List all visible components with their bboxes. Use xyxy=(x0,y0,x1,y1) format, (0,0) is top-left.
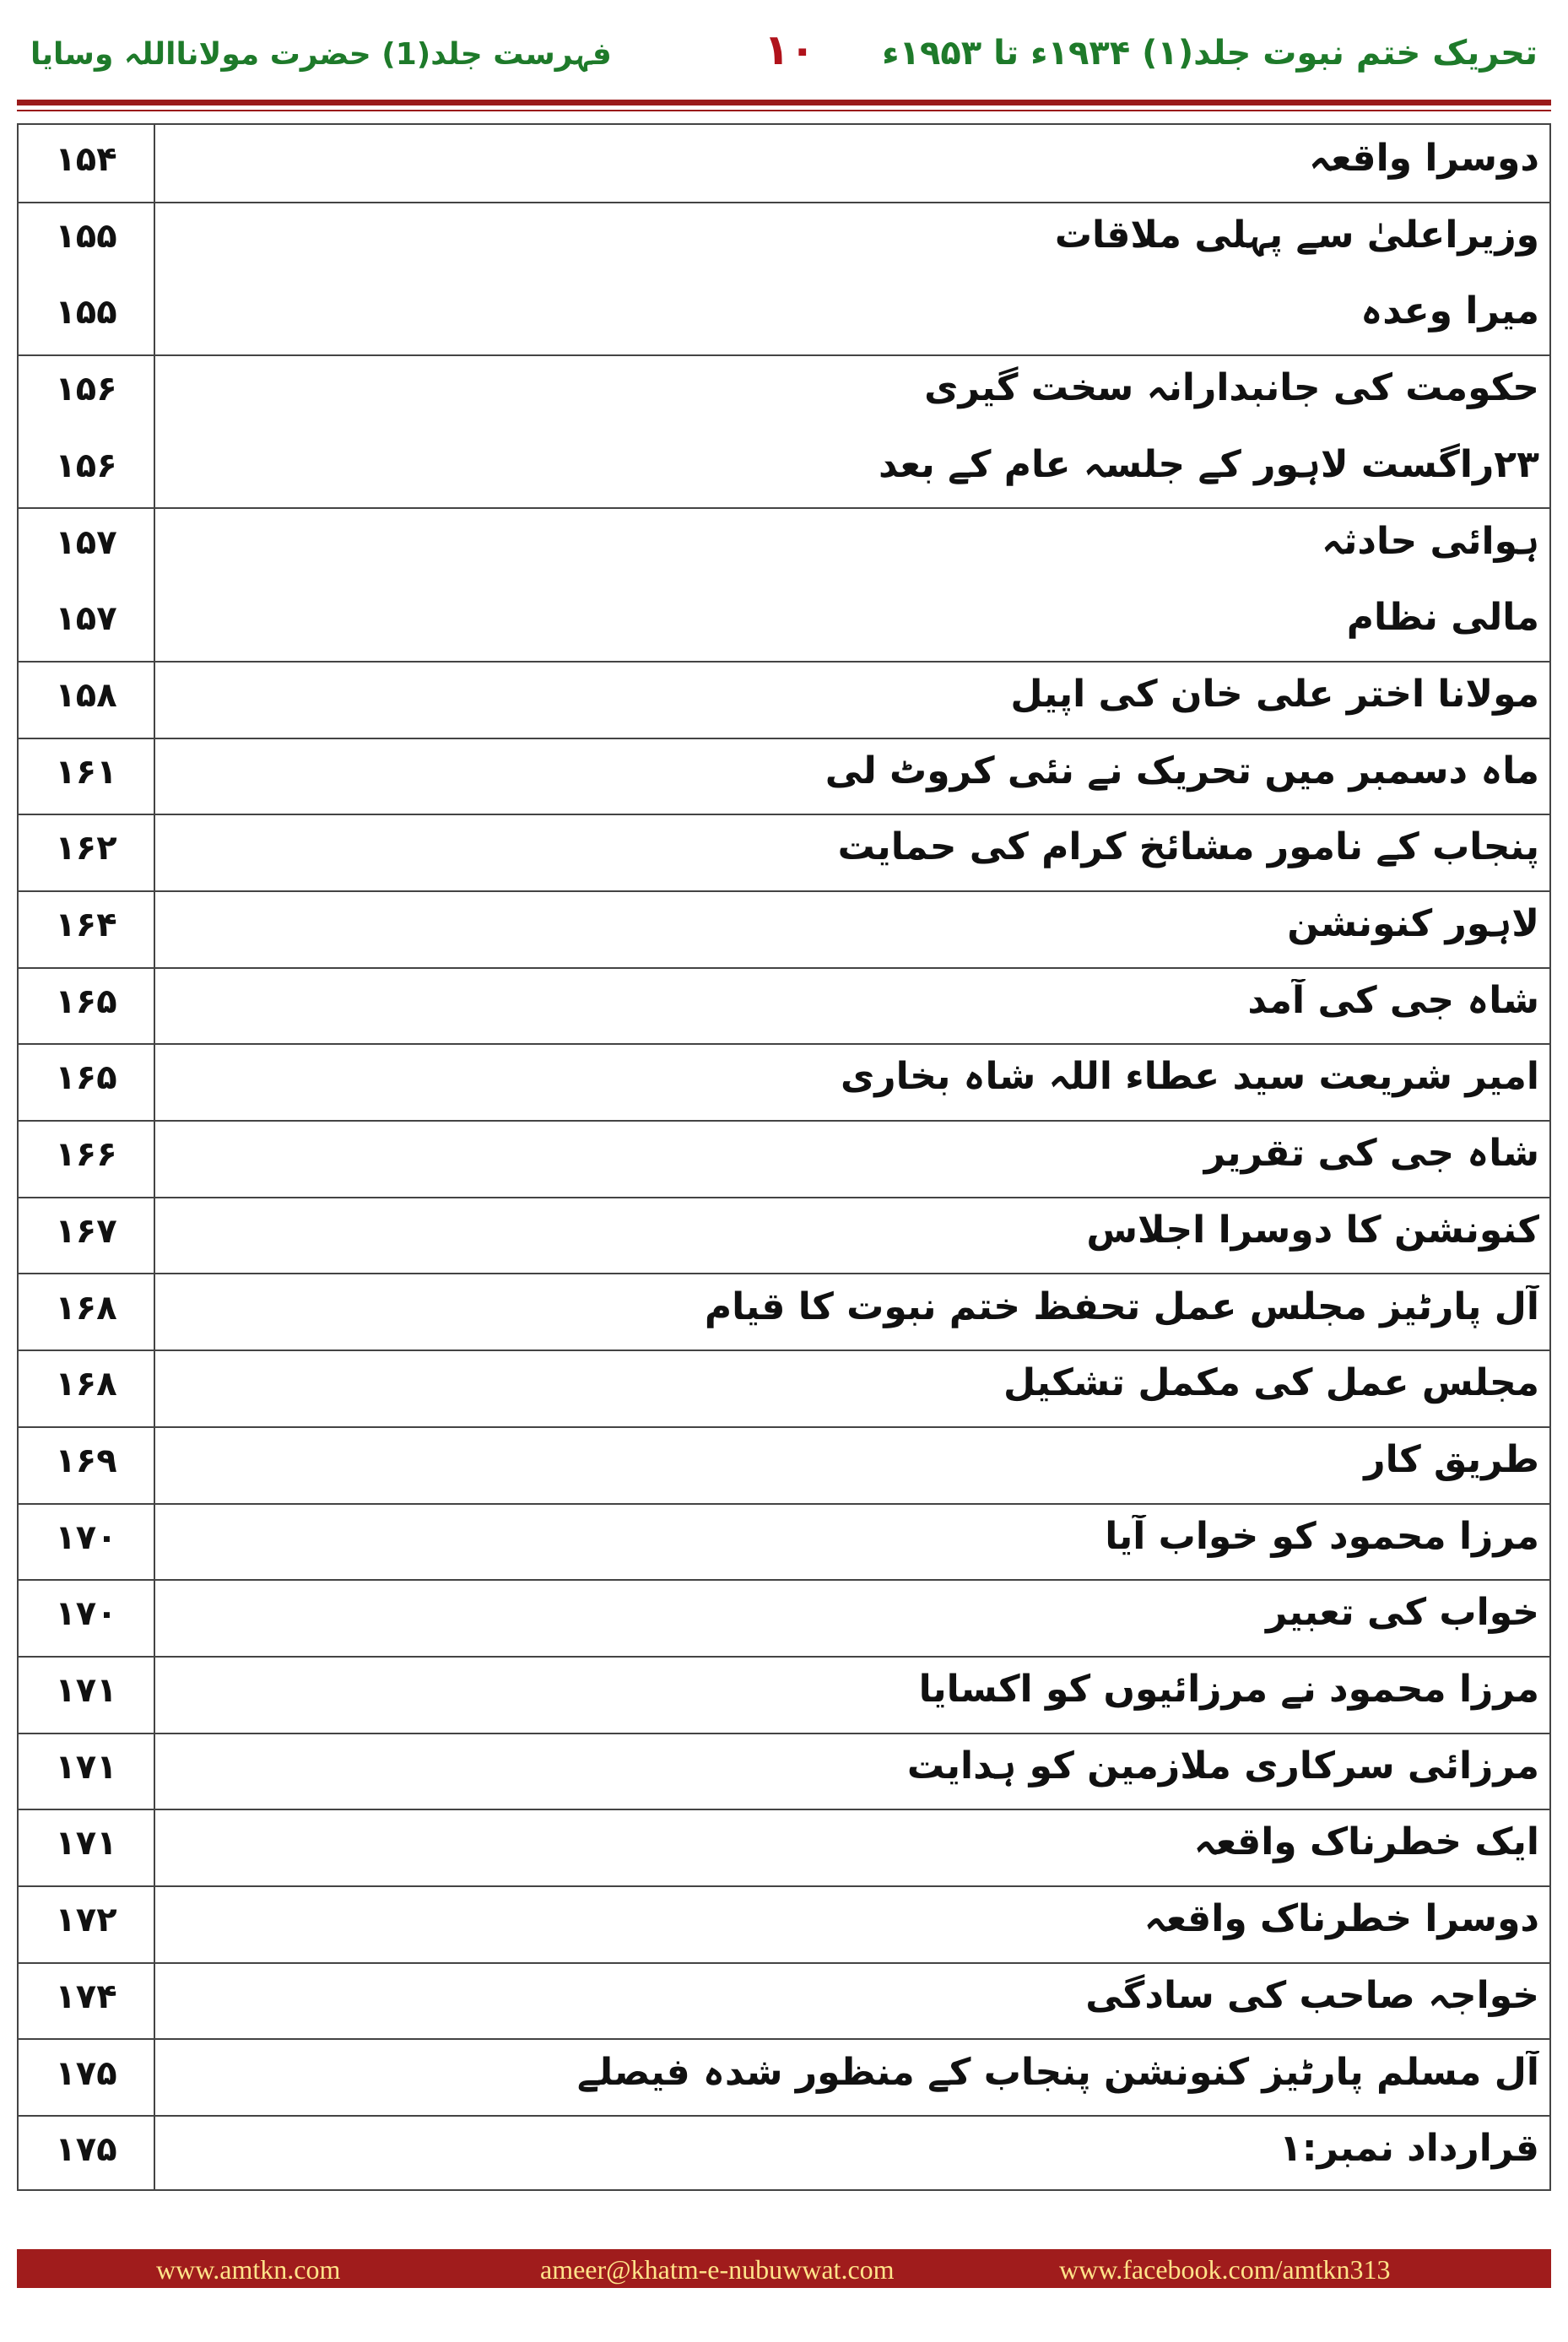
toc-entry-title: آل پارٹیز مجلس عمل تحفظ ختم نبوت کا قیام xyxy=(704,1285,1539,1328)
footer-website-link[interactable]: www.amtkn.com xyxy=(156,2254,341,2285)
toc-page-number: ۱۶۷ xyxy=(55,1211,117,1251)
toc-row xyxy=(19,278,1549,356)
footer-email-link[interactable]: ameer@khatm-e-nubuwwat.com xyxy=(540,2254,895,2285)
toc-row xyxy=(19,584,1549,663)
toc-row xyxy=(19,125,1549,203)
toc-page-number: ۱۶۲ xyxy=(55,829,117,868)
toc-page-number: ۱۵۸ xyxy=(55,675,117,715)
toc-page-number: ۱۶۵ xyxy=(55,1058,117,1098)
toc-entry-title: ماہ دسمبر میں تحریک نے نئی کروٹ لی xyxy=(825,749,1539,792)
page-header xyxy=(0,0,1568,110)
toc-page-number: ۱۷۵ xyxy=(55,2130,117,2170)
toc-entry-title: مرزا محمود نے مرزائیوں کو اکسایا xyxy=(918,1668,1539,1711)
toc-row xyxy=(19,1197,1549,1275)
toc-page-number: ۱۷۰ xyxy=(55,1594,117,1634)
toc-entry-title: شاہ جی کی آمد xyxy=(1247,978,1539,1022)
toc-entry-title: طریق کار xyxy=(1364,1437,1539,1481)
toc-entry-title: ایک خطرناک واقعہ xyxy=(1193,1820,1539,1864)
toc-row xyxy=(19,1120,1549,1198)
toc-row xyxy=(19,814,1549,892)
toc-row xyxy=(19,1809,1549,1887)
toc-row xyxy=(19,1962,1549,2041)
toc-entry-title: دوسرا واقعہ xyxy=(1309,137,1539,180)
header-rule-thin xyxy=(17,110,1551,111)
toc-page-number: ۱۵۷ xyxy=(55,522,117,562)
toc-row xyxy=(19,2115,1549,2192)
toc-row xyxy=(19,1579,1549,1658)
toc-entry-title: میرا وعدہ xyxy=(1360,289,1539,333)
toc-row xyxy=(19,1656,1549,1734)
toc-entry-title: مجلس عمل کی مکمل تشکیل xyxy=(1003,1361,1539,1405)
toc-row xyxy=(19,738,1549,816)
toc-page-number: ۱۶۵ xyxy=(55,982,117,1021)
toc-page-number: ۱۷۱ xyxy=(55,1824,117,1863)
toc-page-number: ۱۷۱ xyxy=(55,1671,117,1710)
toc-page-number: ۱۶۶ xyxy=(55,1135,117,1175)
toc-page-number: ۱۵۷ xyxy=(55,599,117,639)
toc-entry-title: مرزائی سرکاری ملازمین کو ہدایت xyxy=(906,1744,1539,1788)
toc-row xyxy=(19,661,1549,739)
toc-page-number: ۱۷۴ xyxy=(55,1977,117,2016)
toc-entry-title: خواجہ صاحب کی سادگی xyxy=(1085,1973,1539,2017)
toc-row xyxy=(19,1503,1549,1582)
toc-row xyxy=(19,431,1549,510)
toc-entry-title: کنونشن کا دوسرا اجلاس xyxy=(1086,1208,1539,1252)
toc-page-number: ۱۶۱ xyxy=(55,752,117,792)
table-of-contents xyxy=(17,123,1551,2191)
toc-page-number: ۱۶۹ xyxy=(55,1441,117,1480)
toc-row xyxy=(19,202,1549,279)
toc-entry-title: وزیراعلیٰ سے پہلی ملاقات xyxy=(1054,213,1539,257)
toc-page-number: ۱۵۶ xyxy=(55,446,117,485)
header-rule-thick xyxy=(17,100,1551,105)
toc-page-number: ۱۶۸ xyxy=(55,1288,117,1328)
toc-page-number: ۱۵۵ xyxy=(55,216,117,256)
toc-entry-title: شاہ جی کی تقریر xyxy=(1203,1132,1539,1176)
toc-row xyxy=(19,1885,1549,1964)
toc-entry-title: لاہور کنونشن xyxy=(1287,902,1539,945)
toc-entry-title: مالی نظام xyxy=(1346,596,1539,640)
book-title: تحریک ختم نبوت جلد(۱) ۱۹۳۴ء تا ۱۹۵۳ء xyxy=(882,34,1538,73)
toc-page-number: ۱۶۴ xyxy=(55,906,117,944)
toc-page-number: ۱۷۲ xyxy=(55,1901,117,1940)
toc-row xyxy=(19,1426,1549,1505)
section-title: فہرست جلد(1) حضرت مولانااللہ وسایا xyxy=(30,37,612,72)
toc-page-number: ۱۵۶ xyxy=(55,370,117,409)
toc-entry-title: دوسرا خطرناک واقعہ xyxy=(1144,1897,1539,1941)
toc-page-number: ۱۷۱ xyxy=(55,1747,117,1787)
toc-page-number: ۱۵۴ xyxy=(55,140,117,179)
toc-row xyxy=(19,354,1549,431)
toc-row xyxy=(19,967,1549,1046)
toc-entry-title: خواب کی تعبیر xyxy=(1266,1591,1539,1635)
toc-entry-title: مرزا محمود کو خواب آیا xyxy=(1105,1514,1539,1558)
toc-entry-title: امیر شریعت سید عطاء اللہ شاہ بخاری xyxy=(840,1055,1539,1099)
toc-row xyxy=(19,890,1549,969)
toc-row xyxy=(19,508,1549,585)
page-footer xyxy=(17,2249,1551,2288)
toc-entry-title: ہوائی حادثہ xyxy=(1322,519,1539,563)
toc-entry-title: حکومت کی جانبدارانہ سخت گیری xyxy=(924,366,1539,410)
toc-row xyxy=(19,1274,1549,1352)
toc-entry-title: آل مسلم پارٹیز کنونشن پنجاب کے منظور شدہ فیصلے xyxy=(576,2050,1539,2094)
toc-page-number: ۱۷۰ xyxy=(55,1517,117,1557)
toc-page-number: ۱۵۵ xyxy=(55,293,117,333)
footer-facebook-link[interactable]: www.facebook.com/amtkn313 xyxy=(1059,2254,1391,2285)
toc-row xyxy=(19,1043,1549,1122)
toc-entry-title: قرارداد نمبر:۱ xyxy=(1279,2127,1539,2171)
page-number: ۱۰ xyxy=(764,25,816,74)
toc-entry-title: مولانا اختر علی خان کی اپیل xyxy=(1010,672,1539,716)
toc-entry-title: پنجاب کے نامور مشائخ کرام کی حمایت xyxy=(837,825,1539,869)
toc-row xyxy=(19,1733,1549,1811)
toc-page-number: ۱۷۵ xyxy=(55,2053,117,2093)
toc-page-number: ۱۶۸ xyxy=(55,1365,117,1404)
toc-row xyxy=(19,2039,1549,2118)
toc-row xyxy=(19,1349,1549,1428)
toc-entry-title: ۲۳راگست لاہور کے جلسہ عام کے بعد xyxy=(878,442,1539,486)
